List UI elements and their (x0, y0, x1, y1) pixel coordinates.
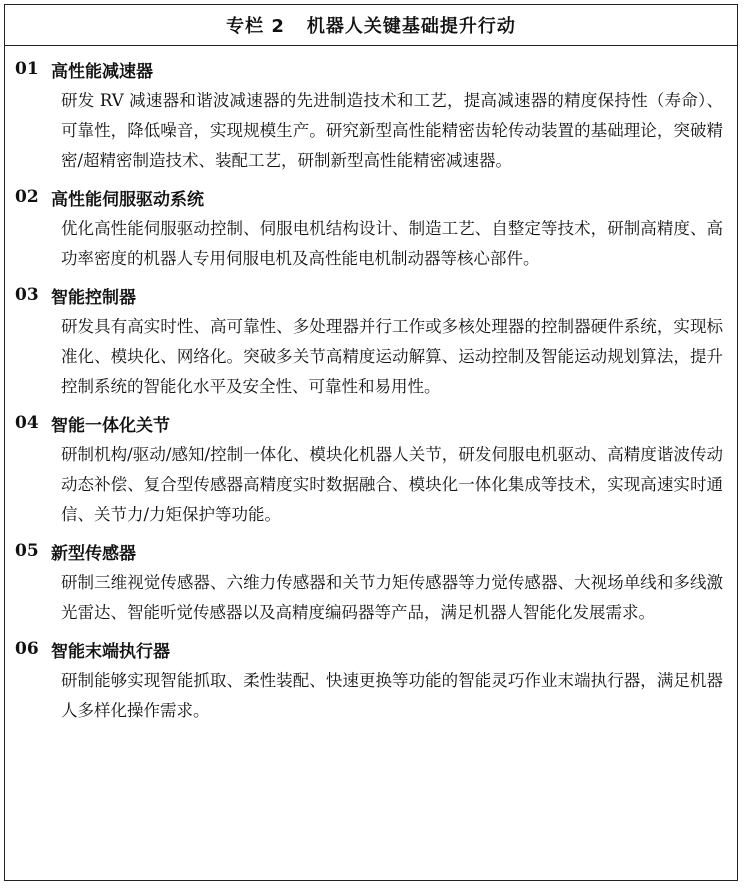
section-body: 研制机构/驱动/感知/控制一体化、模块化机器人关节，研发伺服电机驱动、高精度谐波传动动态补偿、复合型传感器高精度实时数据融合、模块化一体化集成等技术，实现高速实时通信、关节力/力矩保护等功能。 (61, 445, 723, 524)
section-02 (5, 180, 737, 274)
section-number: 01 (15, 59, 39, 79)
section-heading (5, 534, 737, 568)
section-body: 研发具有高实时性、高可靠性、多处理器并行工作或多核处理器的控制器硬件系统，实现标准化、模块化、网络化。突破多关节高精度运动解算、运动控制及智能运动规划算法，提升控制系统的智能化水平及安全性、可靠性和易用性。 (61, 317, 723, 396)
box-title-bar (5, 5, 737, 46)
section-number: 06 (15, 639, 39, 659)
section-04 (5, 406, 737, 530)
section-heading (5, 278, 737, 312)
section-05 (5, 534, 737, 628)
section-body: 研制三维视觉传感器、六维力传感器和关节力矩传感器等力觉传感器、大视场单线和多线激光雷达、智能听觉传感器以及高精度编码器等产品，满足机器人智能化发展需求。 (61, 573, 723, 622)
section-number: 04 (15, 413, 39, 433)
section-title: 高性能伺服驱动系统 (51, 189, 204, 210)
section-heading (5, 406, 737, 440)
section-03 (5, 278, 737, 402)
section-heading (5, 52, 737, 86)
section-title: 智能一体化关节 (51, 415, 170, 436)
sidebar-box (4, 4, 738, 881)
section-title: 新型传感器 (51, 543, 136, 564)
section-heading (5, 632, 737, 666)
box-content (5, 46, 737, 726)
section-01 (5, 52, 737, 176)
box-title: 机器人关键基础提升行动 (306, 16, 516, 37)
section-title: 智能末端执行器 (51, 641, 170, 662)
section-heading (5, 180, 737, 214)
section-title: 智能控制器 (51, 287, 136, 308)
section-body: 研制能够实现智能抓取、柔性装配、快速更换等功能的智能灵巧作业末端执行器，满足机器人多样化操作需求。 (61, 671, 723, 720)
section-body: 研发 RV 减速器和谐波减速器的先进制造技术和工艺，提高减速器的精度保持性（寿命）、可靠性，降低噪音，实现规模生产。研究新型高性能精密齿轮传动装置的基础理论，突破精密/超精密制造技术、装配工艺，研制新型高性能精密减速器。 (61, 91, 723, 170)
section-number: 03 (15, 285, 39, 305)
section-number: 05 (15, 541, 39, 561)
section-number: 02 (15, 187, 39, 207)
box-label: 专栏 2 (226, 16, 285, 37)
section-title: 高性能减速器 (51, 61, 153, 82)
section-06 (5, 632, 737, 726)
section-body: 优化高性能伺服驱动控制、伺服电机结构设计、制造工艺、自整定等技术，研制高精度、高功率密度的机器人专用伺服电机及高性能电机制动器等核心部件。 (61, 219, 723, 268)
